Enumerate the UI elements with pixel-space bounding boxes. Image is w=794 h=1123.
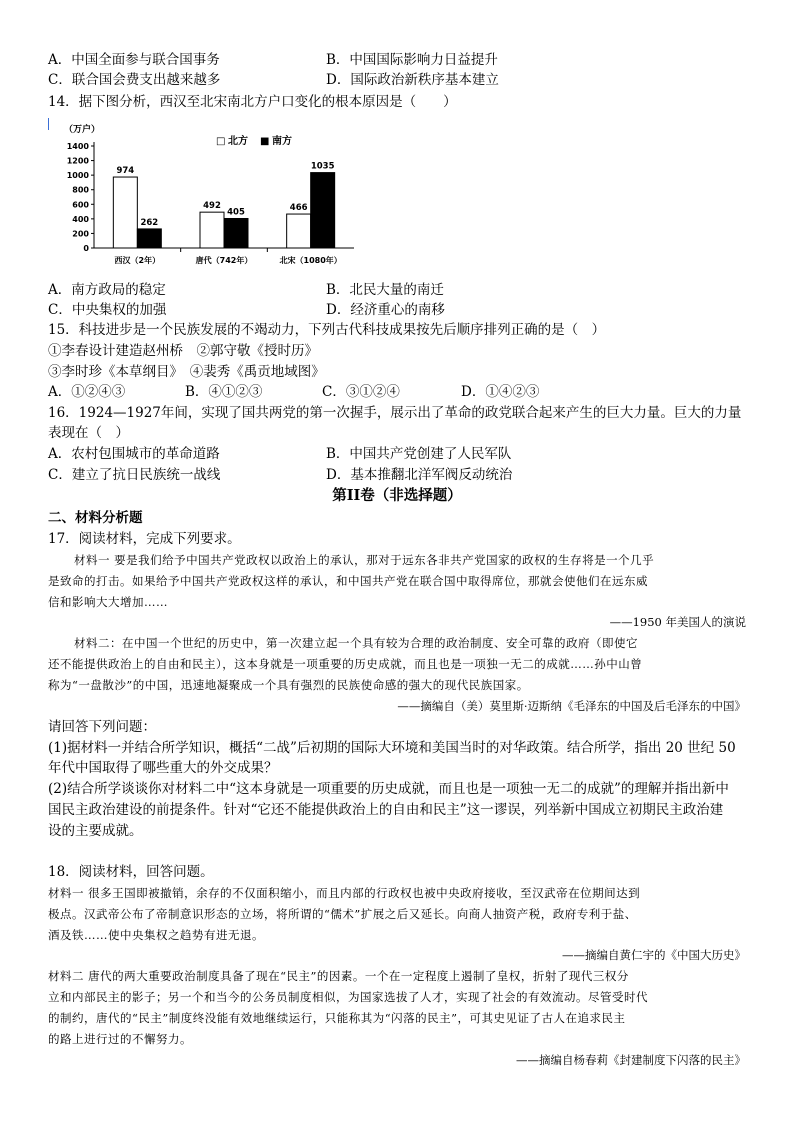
bar-北方 xyxy=(200,212,224,248)
y-tick-label: 600 xyxy=(72,200,89,210)
bar-value-label: 974 xyxy=(116,166,135,177)
bar-南方 xyxy=(137,229,161,248)
y-tick-label: 1400 xyxy=(66,142,89,151)
q17-material2-line1: 材料二：在中国一个世纪的历史中，第一次建立起一个具有较为合理的政治制度、安全可靠的政府（即使它 xyxy=(74,636,638,650)
y-tick-label: 800 xyxy=(72,185,89,195)
q15-items-line2: ③李时珍《本草纲目》 ④裴秀《禹贡地域图》 xyxy=(48,364,325,380)
q17-material1-line3: 信和影响大大增加…… xyxy=(48,595,168,609)
q18-material1-line1: 材料一 很多王国即被撤销，余存的不仅面积缩小，而且内部的行政权也被中央政府接收，至汉武帝在位期间达到 xyxy=(48,886,641,900)
y-tick-label: 1000 xyxy=(66,171,89,181)
q16-stem-line2: 表现在（ ） xyxy=(48,425,129,441)
x-category-label: 西汉（2年） xyxy=(114,256,161,265)
q14-stem: 14．据下图分析，西汉至北宋南北方户口变化的根本原因是（ ） xyxy=(48,94,457,110)
q18-material2-line3: 的制约，唐代的“民主”制度终没能有效地继续运行，只能称其为“闪落的民主”，可其史见证了古人在追求民主 xyxy=(48,1011,626,1025)
q17-material1-line2: 是致命的打击。如果给予中国共产党政权这样的承认，和中国共产党在联合国中取得席位，那就会使他们在远东威 xyxy=(48,574,648,588)
q16-option-d: D．基本推翻北洋军阀反动统治 xyxy=(326,467,513,483)
q14-option-c: C．中央集权的加强 xyxy=(48,302,167,318)
q17-stem: 17．阅读材料，完成下列要求。 xyxy=(48,531,241,547)
q16-stem-line1: 16．1924—1927年间，实现了国共两党的第一次握手，展示出了革命的政党联合起来产生的巨大力量。巨大的力量 xyxy=(48,405,742,421)
bar-value-label: 262 xyxy=(140,217,159,228)
q13-option-d: D．国际政治新秩序基本建立 xyxy=(326,72,499,88)
q15-items-line1: ①李春设计建造赵州桥 ②郭守敬《授时历》 xyxy=(48,343,318,359)
q14-option-b: B．北民大量的南迁 xyxy=(326,282,444,298)
q17-material1-source: ——1950 年美国人的演说 xyxy=(609,615,746,629)
q18-material1-line2: 极点。汉武帝公布了帝制意识形态的立场，将所谓的“儒术”扩展之后又延长。向商人抽资产税，政府专利于盐、 xyxy=(48,907,637,921)
section-heading: 二、材料分析题 xyxy=(48,510,143,526)
q17-part2-line2: 国民主政治建设的前提条件。针对“它还不能提供政治上的自由和民主”这一谬误，列举新中国成立初期民主政治建 xyxy=(48,802,724,818)
q16-option-c: C．建立了抗日民族统一战线 xyxy=(48,467,221,483)
q14-option-d: D．经济重心的南移 xyxy=(326,302,445,318)
household-bar-chart xyxy=(48,118,368,278)
q18-material2-line4: 的路上进行过的不懈努力。 xyxy=(48,1032,192,1046)
q17-part1-line2: 年代中国取得了哪些重大的外交成果？ xyxy=(48,760,278,776)
y-tick-label: 0 xyxy=(83,244,89,253)
bar-value-label: 1035 xyxy=(310,161,335,172)
q15-option-a: A．①②④③ xyxy=(48,384,126,400)
bar-value-label: 492 xyxy=(203,201,221,212)
y-tick-label: 1200 xyxy=(66,156,89,166)
legend-label: 南方 xyxy=(272,136,292,147)
q17-ask: 请回答下列问题： xyxy=(48,719,156,735)
q17-material2-line3: 称为“一盘散沙”的中国，迅速地凝聚成一个具有强烈的民族使命感的强大的现代民族国家。 xyxy=(48,678,529,692)
q17-part2-line1: (2)结合所学谈谈你对材料二中“这本身就是一项重要的历史成就，而且也是一项独一无二的成就”的理解并指出新中 xyxy=(48,781,729,797)
q18-material2-line2: 立和内部民主的影子；另一个和当今的公务员制度相似，为国家选拔了人才，实现了社会的有效流动。尽管受时代 xyxy=(48,990,648,1004)
bar-北方 xyxy=(287,214,311,248)
q17-material2-source: ——摘编自（美）莫里斯·迈斯纳《毛泽东的中国及后毛泽东的中国》 xyxy=(397,699,746,713)
x-category-label: 唐代（742年） xyxy=(195,256,253,265)
q14-option-a: A．南方政局的稳定 xyxy=(48,282,166,298)
q15-option-d: D．①④②③ xyxy=(461,384,540,400)
part2-title: 第II卷（非选择题） xyxy=(332,487,462,504)
legend-marker: ■ xyxy=(260,136,270,147)
q16-option-b: B．中国共产党创建了人民军队 xyxy=(326,446,512,462)
q17-part2-line3: 设的主要成就。 xyxy=(48,823,143,839)
q13-option-b: B．中国国际影响力日益提升 xyxy=(326,52,498,68)
q16-option-a: A．农村包围城市的革命道路 xyxy=(48,446,220,462)
q13-option-a: A．中国全面参与联合国事务 xyxy=(48,52,220,68)
x-category-label: 北宋（1080年） xyxy=(279,256,342,265)
q18-stem: 18．阅读材料，回答问题。 xyxy=(48,864,214,880)
q18-material2-line1: 材料二 唐代的两大重要政治制度具备了现在“民主”的因素。一个在一定程度上遏制了皇权，折射了现代三权分 xyxy=(48,969,629,983)
y-axis-label: （万户） xyxy=(64,125,101,135)
bar-南方 xyxy=(311,173,335,248)
q15-option-c: C．③①②④ xyxy=(322,384,400,400)
q15-option-b: B．④①②③ xyxy=(185,384,263,400)
q15-stem: 15．科技进步是一个民族发展的不竭动力，下列古代科技成果按先后顺序排列正确的是（ ） xyxy=(48,322,606,338)
q18-material1-source: ——摘编自黄仁宇的《中国大历史》 xyxy=(562,948,746,962)
bar-value-label: 466 xyxy=(289,203,308,214)
q17-material1-line1: 材料一 要是我们给予中国共产党政权以政治上的承认，那对于远东各非共产党国家的政权的生存将是一个几乎 xyxy=(74,553,655,567)
legend-marker: □ xyxy=(216,136,226,147)
q18-material1-line3: 酒及铁……使中央集权之趋势有进无退。 xyxy=(48,928,264,942)
y-tick-label: 200 xyxy=(72,229,89,239)
bar-北方 xyxy=(113,177,137,248)
y-tick-label: 400 xyxy=(72,214,89,224)
q13-option-c: C．联合国会费支出越来越多 xyxy=(48,72,221,88)
q17-part1-line1: (1)据材料一并结合所学知识，概括“二战”后初期的国际大环境和美国当时的对华政策。结合所学，指出 20 世纪 50 xyxy=(48,740,736,756)
q17-material2-line2: 还不能提供政治上的自由和民主），这本身就是一项重要的历史成就，而且也是一项独一无二的成就……孙中山曾 xyxy=(48,657,643,671)
q18-material2-source: ——摘编自杨春莉《封建制度下闪落的民主》 xyxy=(516,1053,746,1067)
bar-value-label: 405 xyxy=(227,207,245,218)
bar-南方 xyxy=(224,218,248,248)
legend-label: 北方 xyxy=(228,136,248,147)
